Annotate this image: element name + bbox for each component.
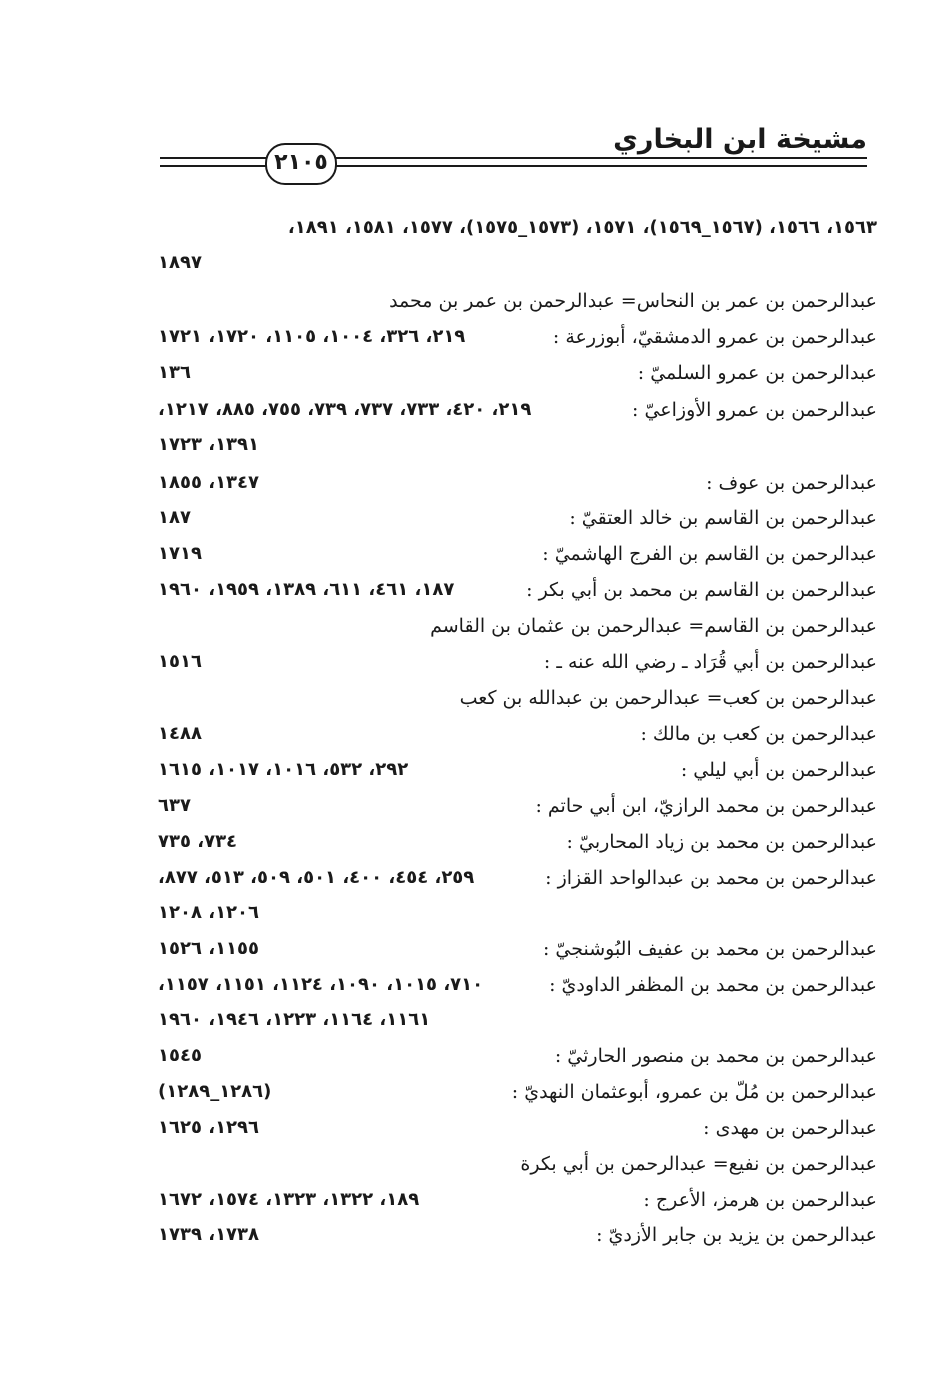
list-item [150, 320, 877, 354]
list-item [150, 211, 877, 245]
list-item [150, 968, 877, 1002]
entry-name: عبدالرحمن بن هرمز، الأعرج : [643, 1189, 877, 1211]
header-rule-left-top [160, 157, 266, 159]
entry-refs: ١٨٩، ١٣٢٢، ١٣٢٣، ١٥٧٤، ١٦٧٢ [158, 1189, 420, 1210]
header-rule-right-top [333, 157, 867, 159]
list-item [150, 609, 877, 643]
list-item [150, 428, 877, 462]
list-item [150, 932, 877, 966]
entry-refs: ٢٥٩، ٤٥٤، ٤٠٠، ٥٠١، ٥٠٩، ٥١٣، ٨٧٧، [158, 867, 475, 888]
entry-refs: ١٥١٦ [158, 651, 202, 672]
entry-name: عبدالرحمن بن محمد بن زياد المحاربيّ : [566, 831, 877, 853]
entry-refs: ١٨٧ [158, 507, 191, 528]
list-item [150, 753, 877, 787]
header-rule-right-bottom [333, 165, 867, 167]
entry-name: عبدالرحمن بن القاسم بن محمد بن أبي بكر : [526, 579, 877, 601]
list-item [150, 1183, 877, 1217]
list-item [150, 1111, 877, 1145]
entry-refs: ٢١٩، ٤٢٠، ٧٣٣، ٧٣٧، ٧٣٩، ٧٥٥، ٨٨٥، ١٢١٧، [158, 399, 532, 420]
entry-refs: ١١٦١، ١١٦٤، ١٢٢٣، ١٩٤٦، ١٩٦٠ [158, 1009, 431, 1030]
entry-name: عبدالرحمن بن محمد الرازيّ، ابن أبي حاتم : [535, 795, 877, 817]
entry-refs: ١٨٩٧ [158, 252, 202, 273]
entry-name: عبدالرحمن بن محمد بن المظفر الداوديّ : [549, 974, 877, 996]
entry-refs: ١٤٨٨ [158, 723, 202, 744]
list-item [150, 356, 877, 390]
entry-refs: ٦٣٧ [158, 795, 191, 816]
list-item [150, 789, 877, 823]
entry-refs: ٧٣٤، ٧٣٥ [158, 831, 238, 852]
list-item [150, 825, 877, 859]
list-item [150, 645, 877, 679]
entry-refs: ١٣٤٧، ١٨٥٥ [158, 472, 260, 493]
list-item [150, 1147, 877, 1181]
entry-refs: ١٢٠٦، ١٢٠٨ [158, 902, 260, 923]
entry-name: عبدالرحمن بن نفيع= عبدالرحمن بن أبي بكرة [520, 1153, 877, 1175]
list-item [150, 1218, 877, 1252]
list-item [150, 1003, 877, 1037]
header-rule-left-bottom [160, 165, 266, 167]
entry-refs: ١٢٩٦، ١٦٢٥ [158, 1117, 260, 1138]
list-item [150, 1075, 877, 1109]
entry-name: عبدالرحمن بن عمرو الدمشقيّ، أبوزرعة : [552, 326, 877, 348]
entry-refs: ١٧٣٨، ١٧٣٩ [158, 1224, 260, 1245]
entry-refs: ١٧١٩ [158, 543, 202, 564]
entry-refs: ٢٩٢، ٥٣٢، ١٠١٦، ١٠١٧، ١٦١٥ [158, 759, 409, 780]
list-item [150, 681, 877, 715]
list-item [150, 573, 877, 607]
page-number-badge: ٢١٠٥ [265, 143, 337, 185]
entry-name: عبدالرحمن بن يزيد بن جابر الأزديّ : [596, 1224, 877, 1246]
entry-name: عبدالرحمن بن القاسم= عبدالرحمن بن عثمان بن القاسم [430, 615, 877, 637]
entry-name: عبدالرحمن بن عمرو السلميّ : [637, 362, 877, 384]
entry-name: عبدالرحمن بن عمر بن النحاس= عبدالرحمن بن عمر بن محمد [389, 290, 877, 312]
entry-refs: ١٥٤٥ [158, 1045, 202, 1066]
entry-name: عبدالرحمن بن مُلّ بن عمرو، أبوعثمان النهديّ : [511, 1081, 877, 1103]
entry-name: عبدالرحمن بن عمرو الأوزاعيّ : [632, 399, 877, 421]
list-item [150, 501, 877, 535]
entry-name: عبدالرحمن بن أبي ليلي : [680, 759, 877, 781]
entry-refs: ١١٥٥، ١٥٢٦ [158, 938, 260, 959]
list-item [150, 537, 877, 571]
list-item [150, 466, 877, 500]
entry-refs: ١٣٩١، ١٧٢٣ [158, 434, 260, 455]
entry-refs: ١٨٧، ٤٦١، ٦١١، ١٣٨٩، ١٩٥٩، ١٩٦٠ [158, 579, 455, 600]
entry-refs: ٧١٠، ١٠١٥، ١٠٩٠، ١١٢٤، ١١٥١، ١١٥٧، [158, 974, 484, 995]
entry-name: عبدالرحمن بن عوف : [706, 472, 877, 494]
entry-name: عبدالرحمن بن كعب بن مالك : [640, 723, 877, 745]
running-header-title: مشيخة ابن البخاري [613, 124, 867, 155]
entry-refs: (١٢٨٦_١٢٨٩) [158, 1081, 272, 1102]
entry-name: عبدالرحمن بن القاسم بن الفرج الهاشميّ : [542, 543, 877, 565]
entry-name: عبدالرحمن بن محمد بن عفيف البُوشنجيّ : [542, 938, 877, 960]
entry-name: عبدالرحمن بن كعب= عبدالرحمن بن عبدالله بن كعب [459, 687, 877, 709]
list-item [150, 717, 877, 751]
list-item [150, 284, 877, 318]
list-item [150, 246, 877, 280]
entry-name: عبدالرحمن بن القاسم بن خالد العتقيّ : [569, 507, 877, 529]
entry-refs: ١٣٦ [158, 362, 191, 383]
entry-name: عبدالرحمن بن مهدى : [703, 1117, 877, 1139]
list-item [150, 393, 877, 427]
list-item [150, 896, 877, 930]
entry-name: عبدالرحمن بن محمد بن منصور الحارثيّ : [554, 1045, 877, 1067]
entry-refs: ٢١٩، ٣٢٦، ١٠٠٤، ١١٠٥، ١٧٢٠، ١٧٢١ [158, 326, 466, 347]
list-item [150, 1039, 877, 1073]
entry-name: عبدالرحمن بن محمد بن عبدالواحد القزاز : [545, 867, 877, 889]
entry-name: عبدالرحمن بن أبي قُرَاد ـ رضي الله عنه ـ : [543, 651, 877, 673]
entry-refs: ١٥٦٣، ١٥٦٦، (١٥٦٧_١٥٦٩)، ١٥٧١، (١٥٧٣_١٥٧٥)، ١٥٧٧، ١٥٨١، ١٨٩١، [287, 217, 877, 238]
list-item [150, 861, 877, 895]
